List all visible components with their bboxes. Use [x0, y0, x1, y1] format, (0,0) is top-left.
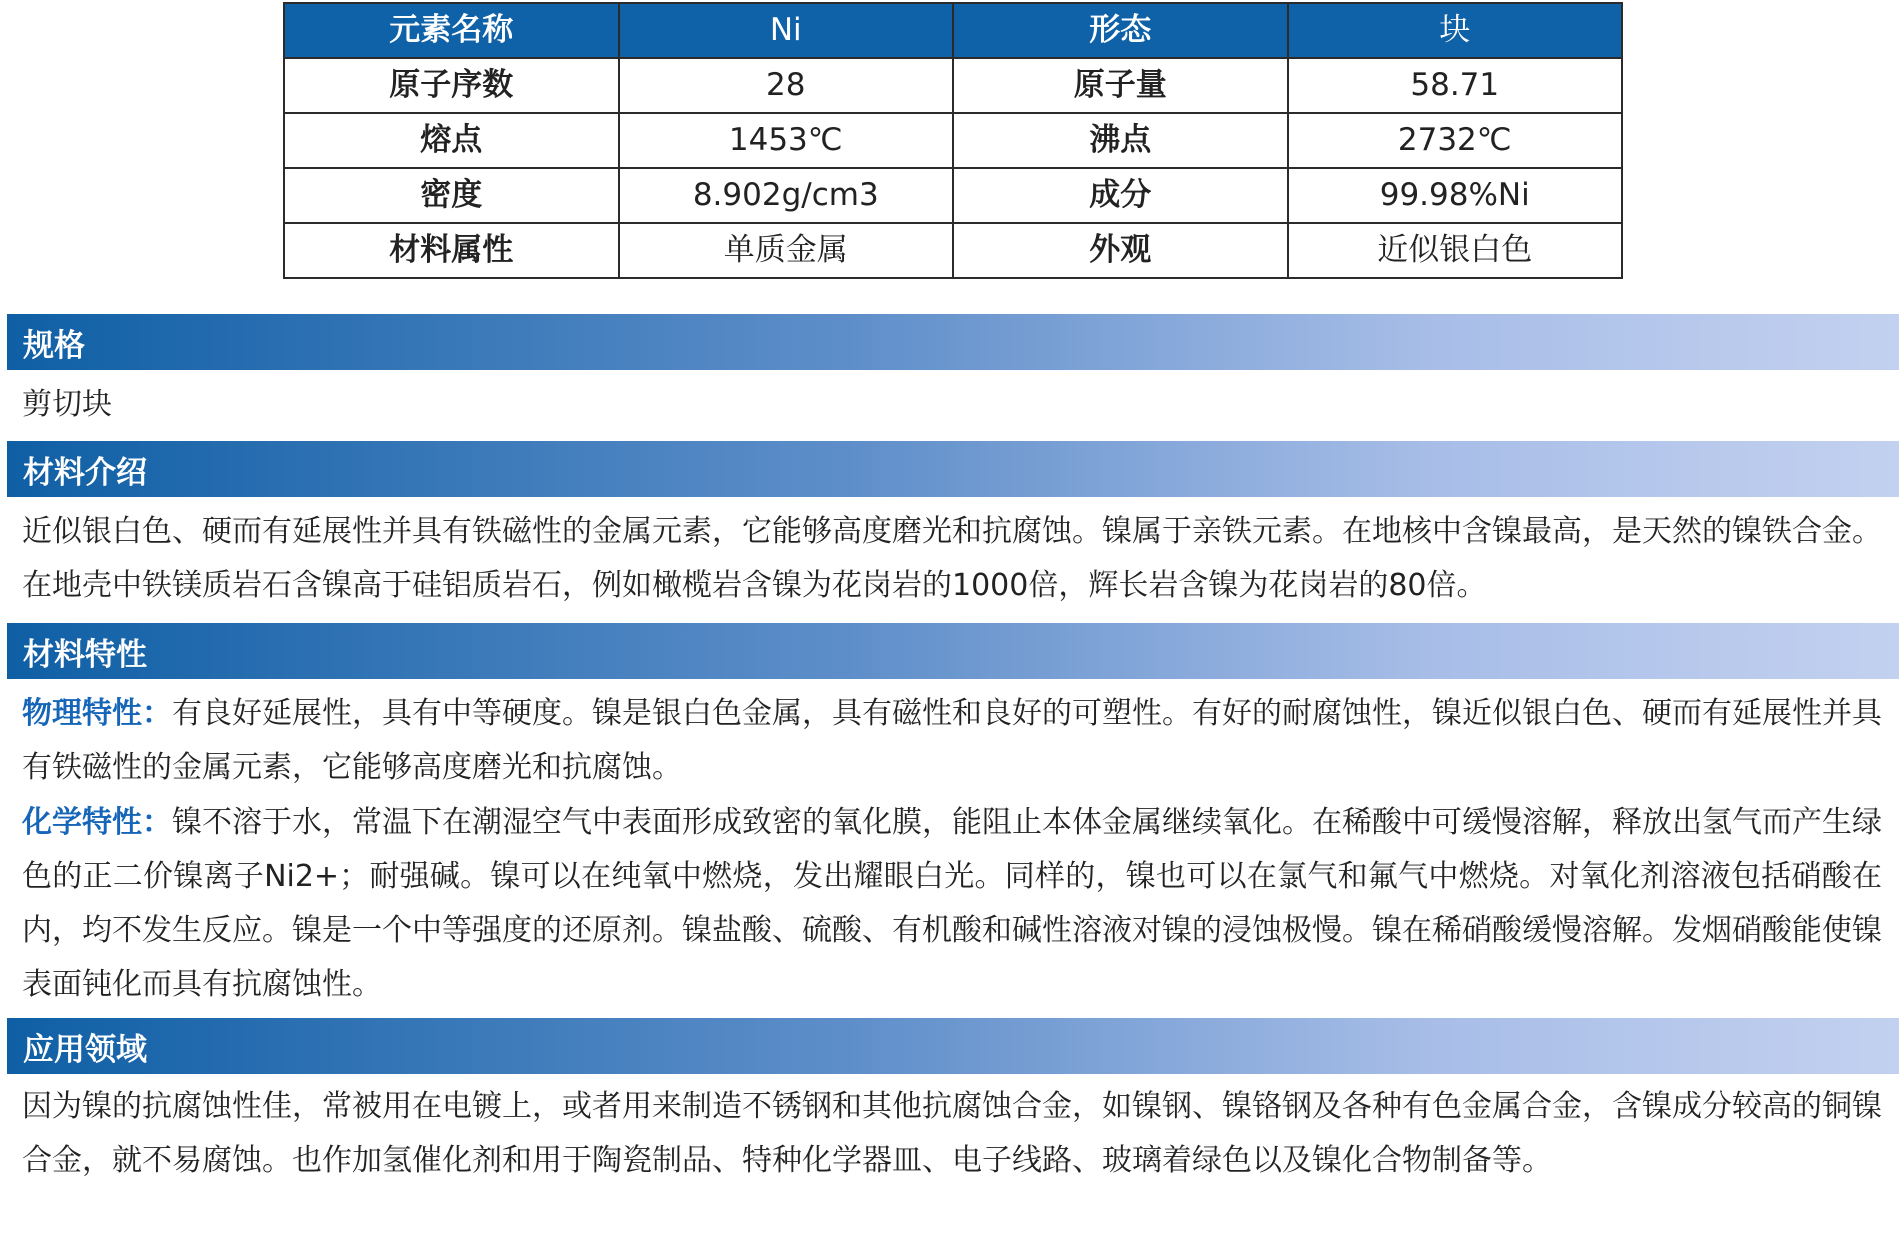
cell-value: 块	[1288, 3, 1623, 58]
cell-key: 密度	[284, 168, 619, 223]
cell-key: 元素名称	[284, 3, 619, 58]
cell-value: 8.902g/cm3	[619, 168, 954, 223]
cell-key: 成分	[953, 168, 1288, 223]
table-row	[284, 168, 1622, 223]
cell-key: 沸点	[953, 113, 1288, 168]
cell-key: 原子量	[953, 58, 1288, 113]
property-table	[283, 2, 1623, 279]
table-row	[284, 58, 1622, 113]
chemical-text: 镍不溶于水，常温下在潮湿空气中表面形成致密的氧化膜，能阻止本体金属继续氧化。在稀酸中可缓慢溶解，释放出氢气而产生绿色的正二价镍离子Ni2+；耐强碱。镍可以在纯氧中燃烧，发出耀眼白光。同样的，镍也可以在氯气和氟气中燃烧。对氧化剂溶液包括硝酸在内，均不发生反应。镍是一个中等强度的还原剂。镍盐酸、硫酸、有机酸和碱性溶液对镍的浸蚀极慢。镍在稀硝酸缓慢溶解。发烟硝酸能使镍表面钝化而具有抗腐蚀性。	[22, 805, 1882, 1002]
spec-text: 剪切块	[22, 387, 112, 422]
cell-value: 2732℃	[1288, 113, 1623, 168]
cell-value: 1453℃	[619, 113, 954, 168]
cell-key: 形态	[953, 3, 1288, 58]
cell-key: 外观	[953, 223, 1288, 278]
cell-value: 28	[619, 58, 954, 113]
physical-label: 物理特性：	[22, 696, 172, 731]
cell-value: 99.98%Ni	[1288, 168, 1623, 223]
table-row	[284, 223, 1622, 278]
table-row	[284, 113, 1622, 168]
table-header-row	[284, 3, 1622, 58]
chemical-paragraph	[22, 796, 1882, 1012]
intro-text: 近似银白色、硬而有延展性并具有铁磁性的金属元素，它能够高度磨光和抗腐蚀。镍属于亲铁元素。在地核中含镍最高，是天然的镍铁合金。在地壳中铁镁质岩石含镍高于硅铝质岩石，例如橄榄岩含镍为花岗岩的1000倍，辉长岩含镍为花岗岩的80倍。	[22, 514, 1882, 603]
physical-text: 有良好延展性，具有中等硬度。镍是银白色金属，具有磁性和良好的可塑性。有好的耐腐蚀性，镍近似银白色、硬而有延展性并具有铁磁性的金属元素，它能够高度磨光和抗腐蚀。	[22, 696, 1882, 785]
cell-value: 近似银白色	[1288, 223, 1623, 278]
cell-key: 熔点	[284, 113, 619, 168]
cell-value: 单质金属	[619, 223, 954, 278]
section-header-spec: 规格	[7, 314, 1899, 370]
cell-value: Ni	[619, 3, 954, 58]
section-header-intro: 材料介绍	[7, 441, 1899, 497]
section-header-application: 应用领域	[7, 1018, 1899, 1074]
application-text: 因为镍的抗腐蚀性佳，常被用在电镀上，或者用来制造不锈钢和其他抗腐蚀合金，如镍钢、镍铬钢及各种有色金属合金，含镍成分较高的铜镍合金，就不易腐蚀。也作加氢催化剂和用于陶瓷制品、特种化学器皿、电子线路、玻璃着绿色以及镍化合物制备等。	[22, 1089, 1882, 1178]
cell-key: 材料属性	[284, 223, 619, 278]
section-header-features: 材料特性	[7, 623, 1899, 679]
chemical-label: 化学特性：	[22, 805, 172, 840]
physical-paragraph	[22, 687, 1882, 795]
cell-key: 原子序数	[284, 58, 619, 113]
cell-value: 58.71	[1288, 58, 1623, 113]
